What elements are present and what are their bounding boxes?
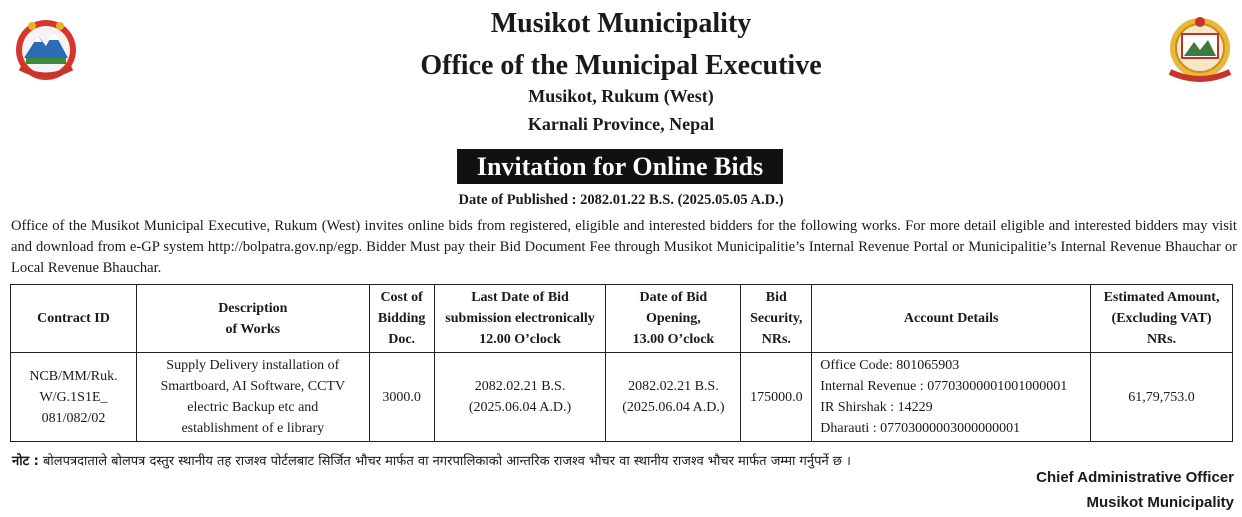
municipality-name: Musikot Municipality bbox=[490, 8, 752, 39]
note-label: नोट : bbox=[12, 454, 39, 469]
bids-table bbox=[10, 284, 1233, 442]
col-header-contract-id: Contract ID bbox=[11, 285, 137, 353]
province-line: Karnali Province, Nepal bbox=[527, 114, 715, 134]
cell-security: 175000.0 bbox=[741, 353, 812, 442]
col-header-security: Bid Security, NRs. bbox=[741, 285, 812, 353]
cell-opening: 2082.02.21 B.S. (2025.06.04 A.D.) bbox=[606, 353, 741, 442]
col-header-last-date: Last Date of Bid submission electronically 12.00 O’clock bbox=[434, 285, 606, 353]
cell-contract-id: NCB/MM/Ruk. W/G.1S1E_ 081/082/02 bbox=[11, 353, 137, 442]
col-header-account: Account Details bbox=[812, 285, 1091, 353]
cell-account-details: Office Code: 801065903 Internal Revenue : 07703000001001000001 IR Shirshak : 14229 Dharauti : 07703000003000000001 bbox=[812, 353, 1091, 442]
cell-estimate: 61,79,753.0 bbox=[1091, 353, 1233, 442]
cell-last-date: 2082.02.21 B.S. (2025.06.04 A.D.) bbox=[434, 353, 606, 442]
nepali-note bbox=[12, 451, 851, 469]
signatory-office: Musikot Municipality bbox=[1086, 494, 1234, 511]
note-text: बोलपत्रदाताले बोलपत्र दस्तुर स्थानीय तह राजश्व पोर्टलबाट सिर्जित भौचर मार्फत वा नगरपालिकाको आन्तरिक राजश्व भौचर वा स्थानीय राजश्व भौचर मार्फत जम्मा गर्नुपर्ने छ । bbox=[38, 454, 851, 469]
col-header-description: Description of Works bbox=[136, 285, 369, 353]
cell-cost: 3000.0 bbox=[369, 353, 434, 442]
signatory-title: Chief Administrative Officer bbox=[1036, 469, 1234, 486]
published-date: Date of Published : 2082.01.22 B.S. (2025.05.05 A.D.) bbox=[458, 192, 784, 208]
col-header-cost: Cost of Bidding Doc. bbox=[369, 285, 434, 353]
col-header-opening: Date of Bid Opening, 13.00 O’clock bbox=[606, 285, 741, 353]
table-header-row bbox=[11, 285, 1233, 353]
table-row bbox=[11, 353, 1233, 442]
office-name: Office of the Municipal Executive bbox=[420, 50, 822, 81]
cell-description: Supply Delivery installation of Smartboard, AI Software, CCTV electric Backup etc and establishment of e library bbox=[136, 353, 369, 442]
col-header-estimate: Estimated Amount, (Excluding VAT) NRs. bbox=[1091, 285, 1233, 353]
notice-title-banner: Invitation for Online Bids bbox=[457, 149, 783, 184]
intro-paragraph: Office of the Musikot Municipal Executive, Rukum (West) invites online bids from registered, eligible and interested bidders for the following works. For more detail eligible and interested bidders may visit and download from e-GP system http://bolpatra.gov.np/egp. Bidder Must pay their Bid Document Fee through Musikot Municipalitie’s Internal Revenue Portal or Municipalitie’s Internal Revenue Bhauchar or Local Revenue Bhauchar. bbox=[11, 218, 1237, 276]
address-line: Musikot, Rukum (West) bbox=[528, 86, 714, 106]
